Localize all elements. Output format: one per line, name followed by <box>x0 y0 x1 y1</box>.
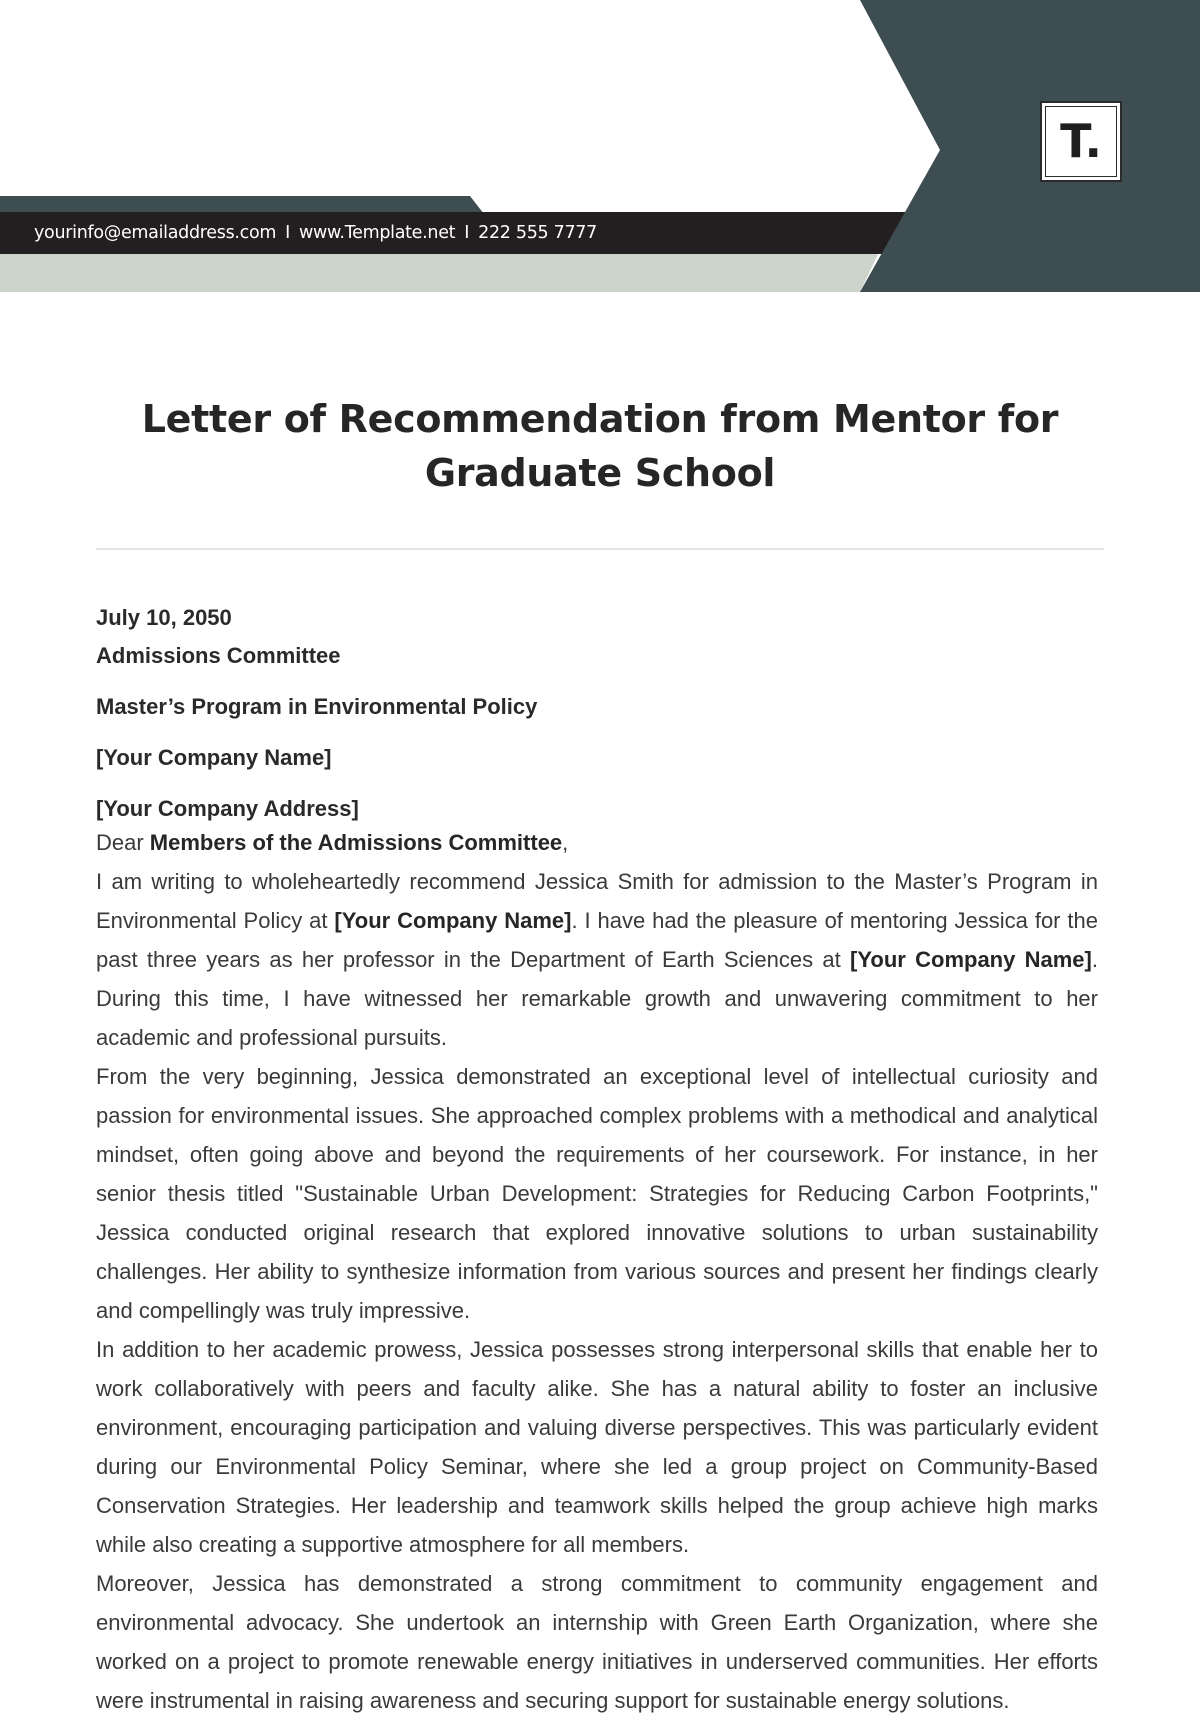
salutation-name: Members of the Admissions Committee <box>149 830 563 855</box>
contact-separator: I <box>285 223 290 243</box>
paragraph-intro <box>96 862 1098 1057</box>
letter-salutation <box>96 823 1098 862</box>
contact-phone: 222 555 7777 <box>478 223 597 243</box>
letter-program: Master’s Program in Environmental Policy <box>96 694 538 719</box>
paragraph-text: . During this time, I have witnessed her remarkable growth and unwavering commitment to her academic and professional pursuits. <box>96 947 1098 1050</box>
salutation-prefix: Dear <box>96 830 150 855</box>
letter-company-address: [Your Company Address] <box>96 796 359 821</box>
contact-website[interactable]: www.Template.net <box>299 223 456 243</box>
paragraph-text: . I have had the pleasure of mentoring Jessica for the past three years as her professor in the Department of Earth Sciences at <box>96 908 1098 972</box>
header-dark-band-tab <box>0 196 484 214</box>
letter-recipient: Admissions Committee <box>96 643 341 668</box>
paragraph-community: Moreover, Jessica has demonstrated a strong commitment to community engagement and environmental advocacy. She undertook an internship with Green Earth Organization, where she worked on a project to promote renewable energy initiatives in underserved communities. Her efforts were instrumental in raising awareness and securing support for sustainable energy solutions. <box>96 1571 1098 1713</box>
paragraph-interpersonal: In addition to her academic prowess, Jessica possesses strong interpersonal skills that enable her to work collaboratively with peers and faculty alike. She has a natural ability to foster an inclusive environment, encouraging participation and valuing diverse perspectives. This was particularly evident during our Environmental Policy Seminar, where she led a group project on Community-Based Conservation Strategies. Her leadership and teamwork skills helped the group achieve high marks while also creating a supportive atmosphere for all members. <box>96 1337 1098 1557</box>
header-teal-shape <box>860 0 1200 292</box>
letter-paragraphs <box>96 823 1098 1720</box>
document-title: Letter of Recommendation from Mentor for Graduate School <box>141 397 1059 495</box>
salutation-suffix: , <box>562 830 569 855</box>
contact-line <box>34 221 597 245</box>
letter-body <box>96 604 1098 1720</box>
letter-company-name: [Your Company Name] <box>96 745 332 770</box>
letter-date: July 10, 2050 <box>96 605 232 630</box>
logo-mark: T. <box>1045 106 1117 177</box>
header-sage-band <box>0 250 880 292</box>
title-divider <box>96 548 1104 550</box>
header-banner <box>0 0 1200 292</box>
company-name-placeholder: [Your Company Name] <box>334 908 572 933</box>
company-logo <box>1040 101 1122 182</box>
paragraph-academics: From the very beginning, Jessica demonstrated an exceptional level of intellectual curiosity and passion for environmental issues. She approached complex problems with a methodical and analytical mindset, often going above and beyond the requirements of her coursework. For instance, in her senior thesis titled "Sustainable Urban Development: Strategies for Reducing Carbon Footprints," Jessica conducted original research that explored innovative solutions to urban sustainability challenges. Her ability to synthesize information from various sources and present her findings clearly and compellingly was truly impressive. <box>96 1064 1098 1323</box>
contact-separator: I <box>464 223 470 243</box>
paragraph-text: I am writing to wholeheartedly recommend Jessica Smith for admission to the Master’s Program in Environmental Policy at <box>96 869 1098 933</box>
company-name-placeholder: [Your Company Name] <box>850 947 1092 972</box>
contact-email[interactable]: yourinfo@emailaddress.com <box>34 223 277 243</box>
